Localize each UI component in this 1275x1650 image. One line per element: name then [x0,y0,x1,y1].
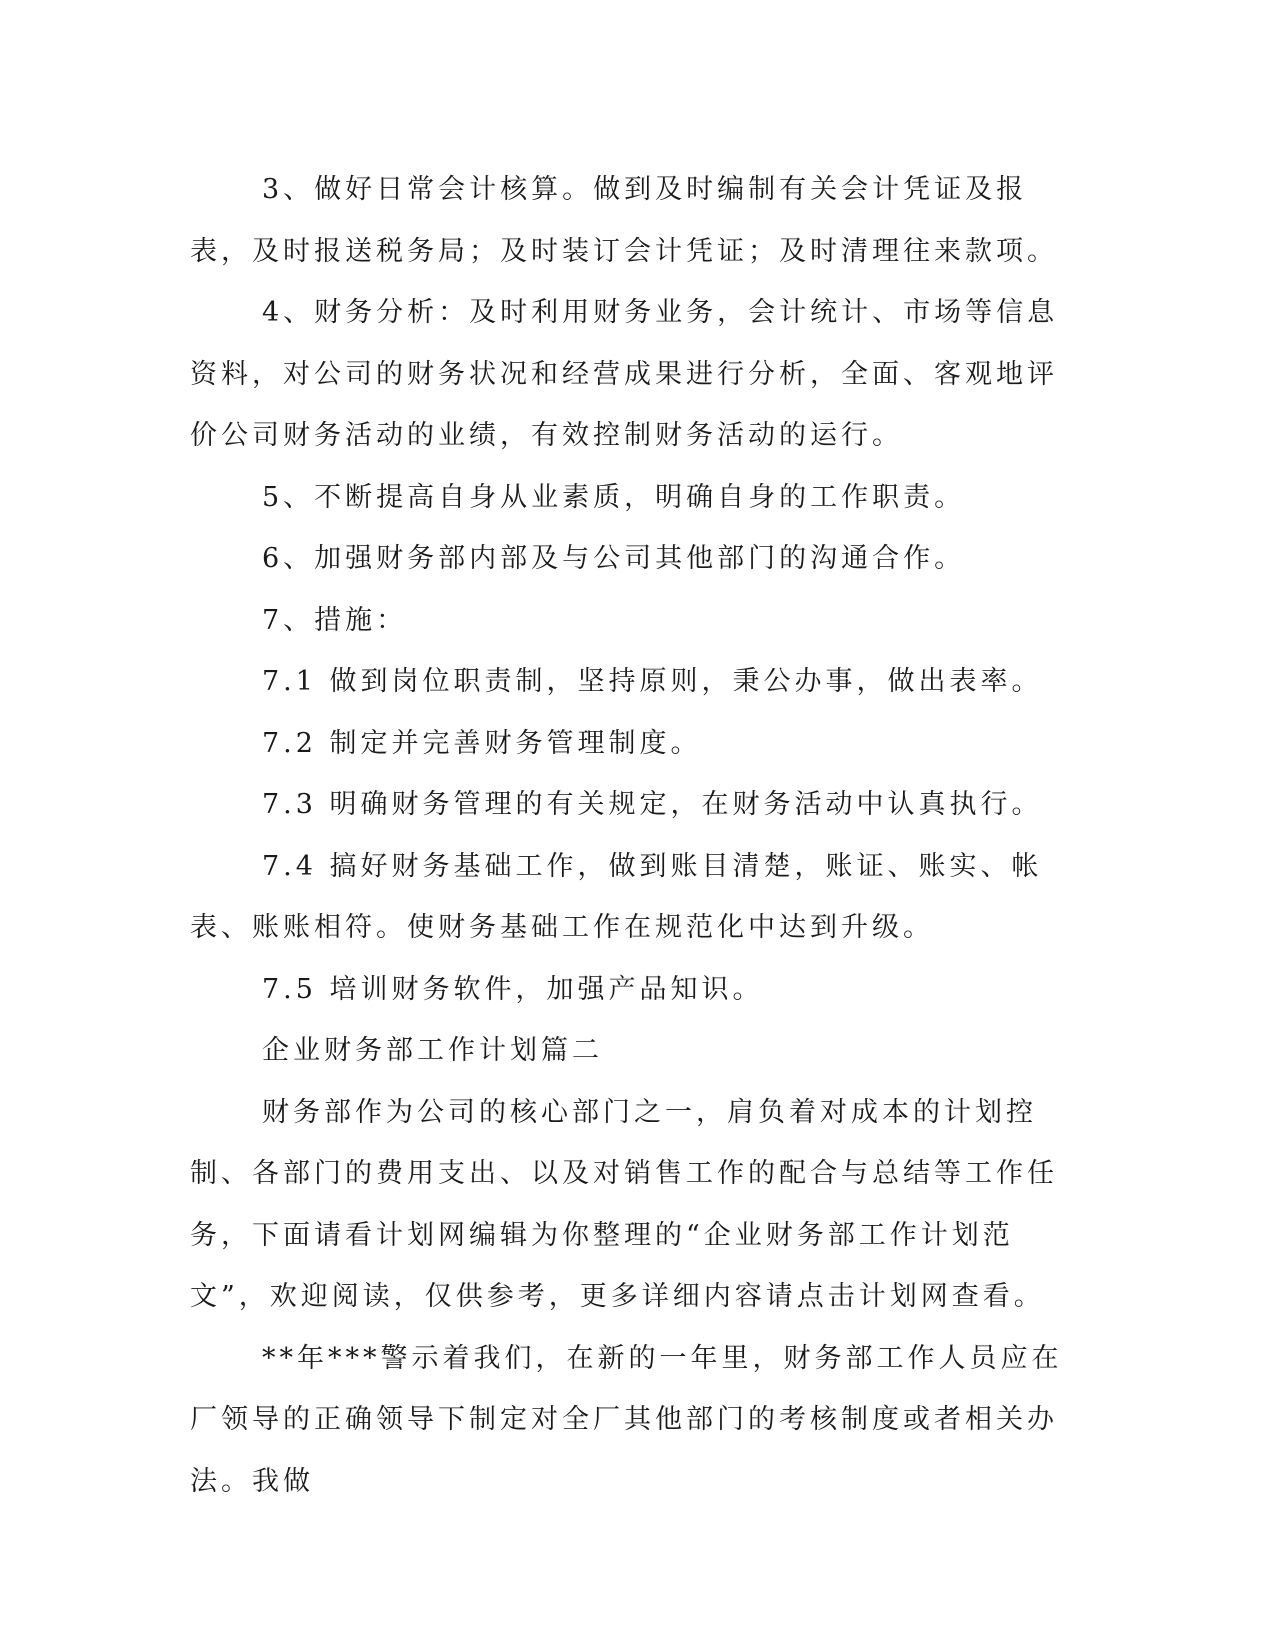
paragraph-item-7: 7、措施： [262,604,408,636]
paragraph-item-3: 3、做好日常会计核算。做到及时编制有关会计凭证及报表，及时报送税务局；及时装订会计凭证；及时清理往来款项。 [190,174,1058,267]
paragraph-item-4: 4、财务分析：及时利用财务业务，会计统计、市场等信息资料，对公司的财务状况和经营成果进行分析，全面、客观地评价公司财务活动的业绩，有效控制财务活动的运行。 [190,297,1059,451]
paragraph-body: **年***警示着我们，在新的一年里，财务部工作人员应在厂领导的正确领导下制定对全厂其他部门的考核制度或者相关办法。我做 [190,1342,1063,1497]
paragraph-item-7-4: 7.4 搞好财务基础工作，做到账目清楚，账证、账实、帐表、账账相符。使财务基础工作在规范化中达到升级。 [190,850,1043,943]
paragraph-item-7-5: 7.5 培训财务软件，加强产品知识。 [262,973,764,1005]
paragraph-item-6: 6、加强财务部内部及与公司其他部门的沟通合作。 [262,543,966,574]
paragraph-item-7-1: 7.1 做到岗位职责制，坚持原则，秉公办事，做出表率。 [262,666,1043,697]
paragraph-intro: 财务部作为公司的核心部门之一，肩负着对成本的计划控制、各部门的费用支出、以及对销售工作的配合与总结等工作任务，下面请看计划网编辑为你整理的“企业财务部工作计划范文”，欢迎阅读，仅供参考，更多详细内容请点击计划网查看。 [190,1096,1058,1312]
section-heading: 企业财务部工作计划篇二 [262,1035,603,1066]
paragraph-item-7-2: 7.2 制定并完善财务管理制度。 [262,727,702,759]
paragraph-item-5: 5、不断提高自身从业素质，明确自身的工作职责。 [262,481,966,513]
paragraph-item-7-3: 7.3 明确财务管理的有关规定，在财务活动中认真执行。 [262,789,1043,820]
document-body [190,159,1070,1512]
